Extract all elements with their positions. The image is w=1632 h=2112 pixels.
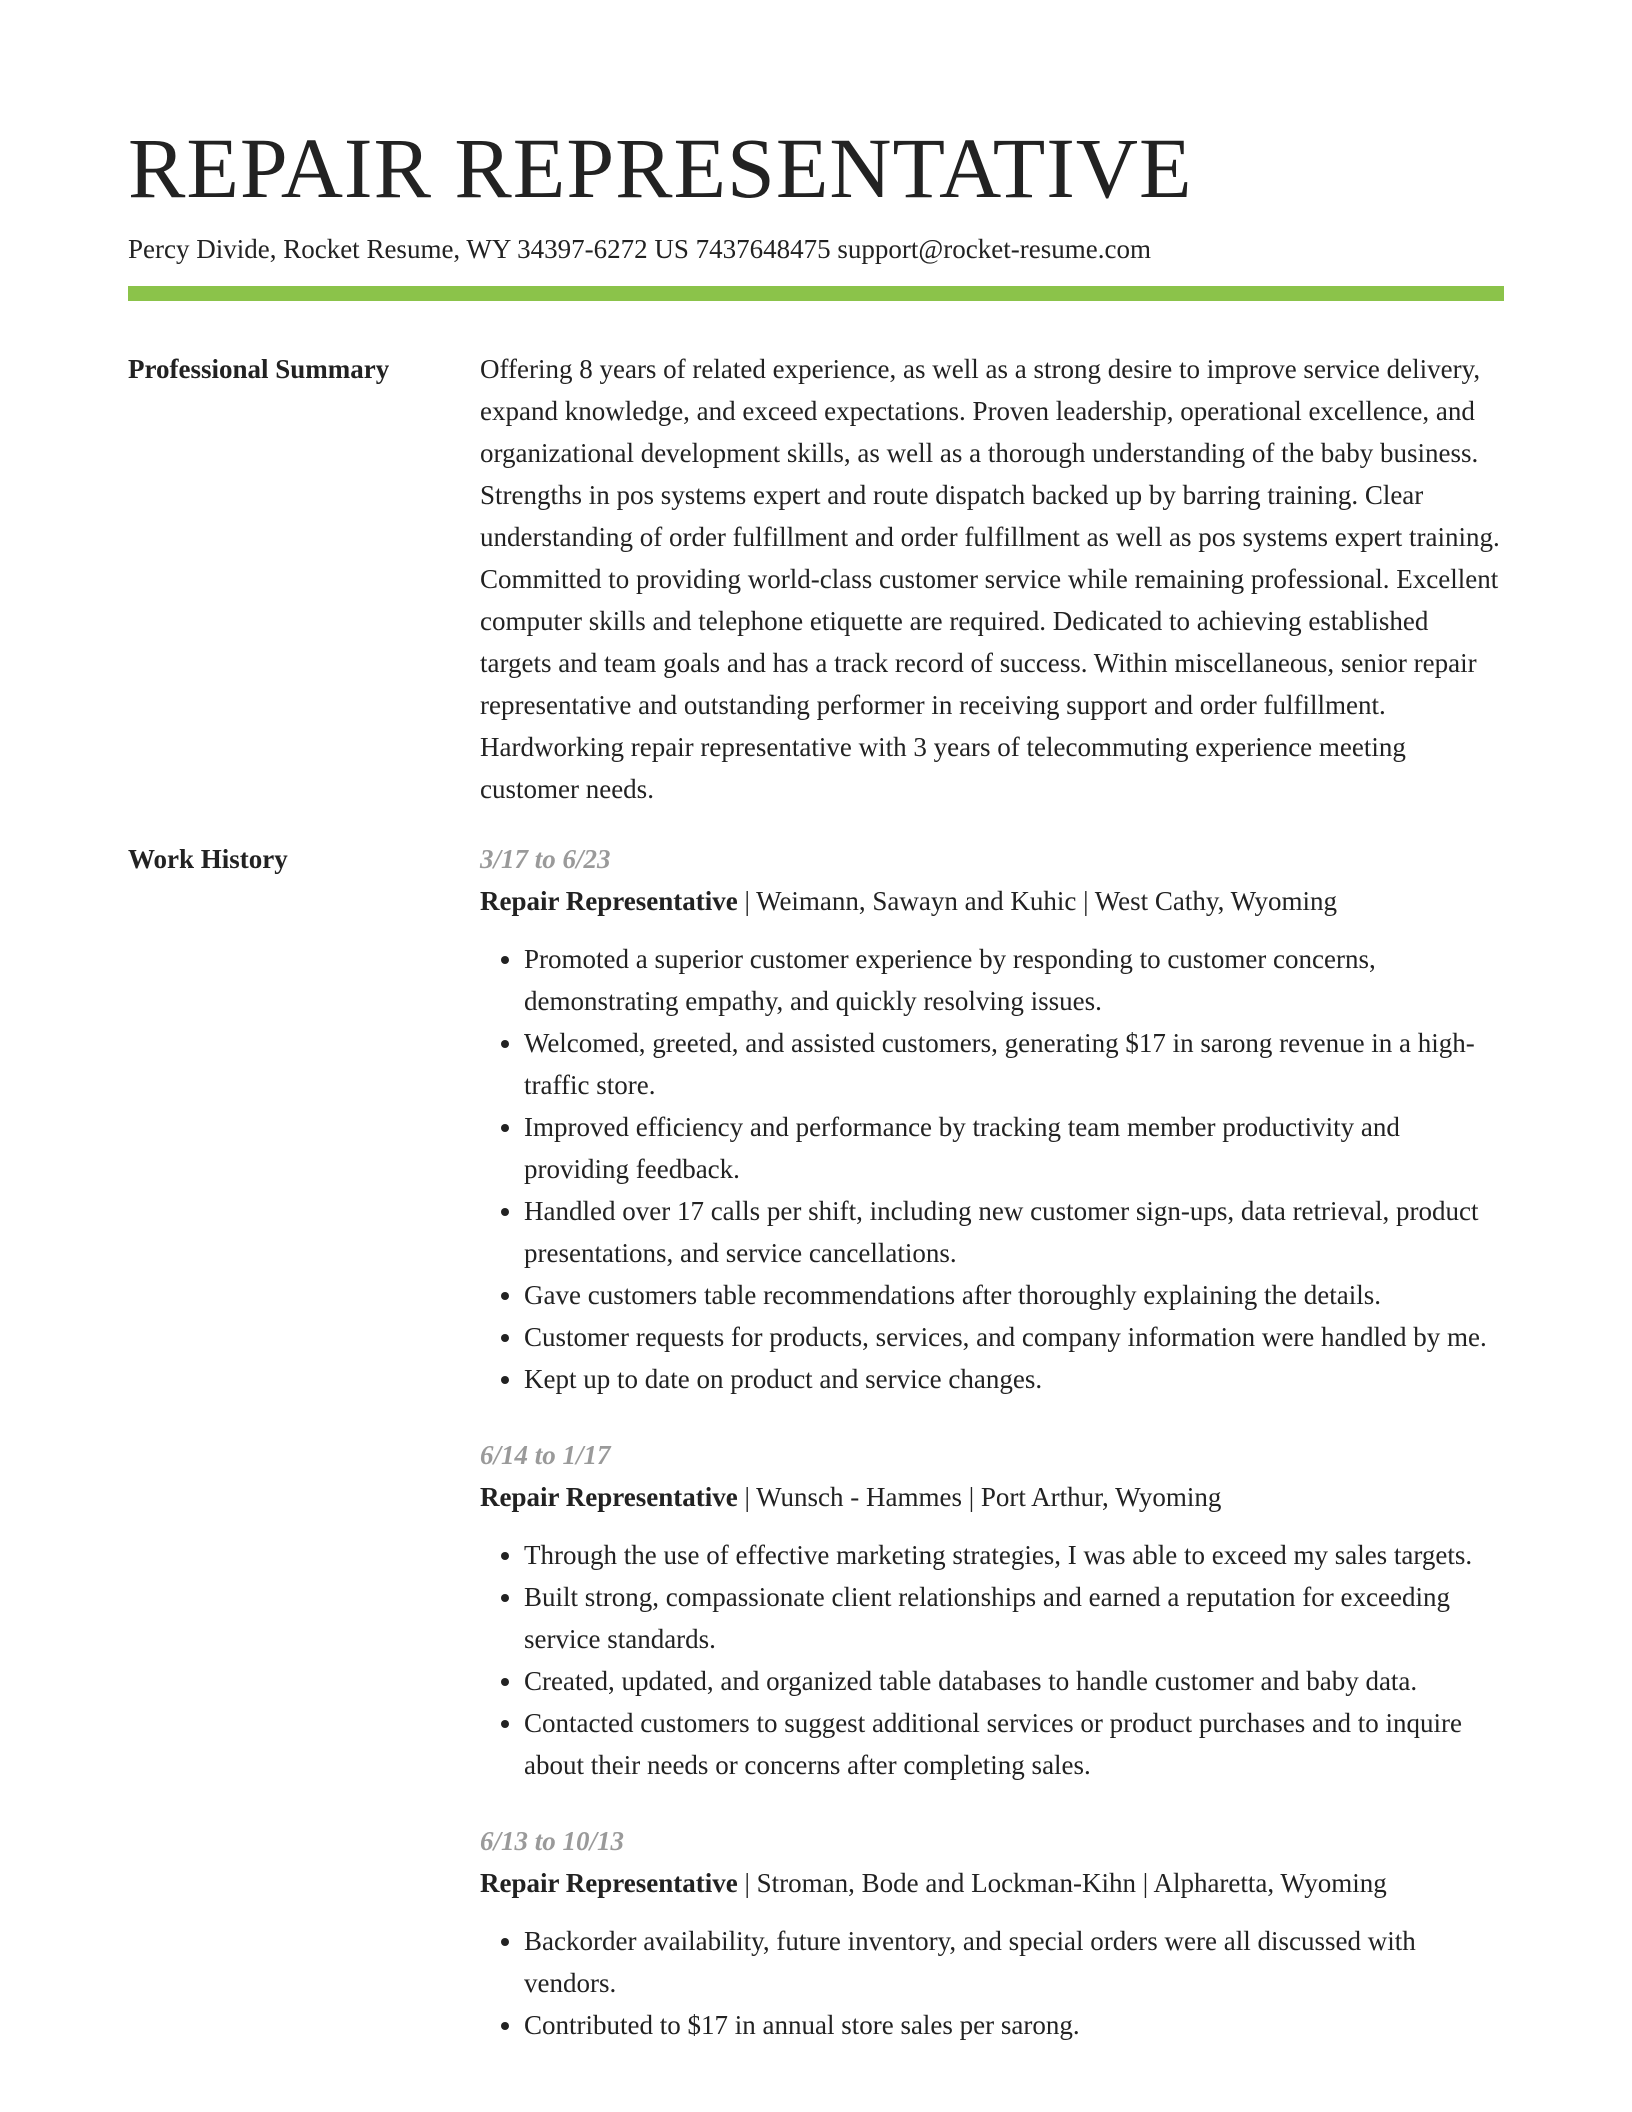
job-heading <box>480 1862 1504 1904</box>
job-bullet: • Contributed to $17 in annual store sales per sarong. <box>524 2004 1504 2046</box>
job-bullet: • Customer requests for products, services, and company information were handled by me. <box>524 1316 1504 1358</box>
job-dates: 6/14 to 1/17 <box>480 1440 611 1470</box>
job-dates: 3/17 to 6/23 <box>480 844 611 874</box>
work-history-heading: Work History <box>128 844 288 874</box>
job-bullet: • Gave customers table recommendations after thoroughly explaining the details. <box>524 1274 1504 1316</box>
job-bullet: • Handled over 17 calls per shift, including new customer sign-ups, data retrieval, product presentations, and service cancellations. <box>524 1190 1504 1274</box>
job-heading <box>480 880 1504 922</box>
job-title: Repair Representative <box>480 1868 738 1898</box>
job-entry <box>480 1434 1504 1786</box>
job-employer-location: | Weimann, Sawayn and Kuhic | West Cathy, Wyoming <box>737 886 1337 916</box>
job-bullet: • Welcomed, greeted, and assisted customers, generating $17 in sarong revenue in a high-traffic store. <box>524 1022 1504 1106</box>
resume-name: REPAIR REPRESENTATIVE <box>128 120 1193 216</box>
job-bullet: • Improved efficiency and performance by tracking team member productivity and providing feedback. <box>524 1106 1504 1190</box>
contact-line: Percy Divide, Rocket Resume, WY 34397-6272 US 7437648475 support@rocket-resume.com <box>128 234 1151 264</box>
job-bullet-list <box>480 1920 1504 2046</box>
summary-text: Offering 8 years of related experience, as well as a strong desire to improve service delivery, expand knowledge, and exceed expectations. Proven leadership, operational excellence, and organizational development skills, as well as a thorough understanding of the baby business. Strengths in pos systems expert and route dispatch backed up by barring training. Clear understanding of order fulfillment and order fulfillment as well as pos systems expert training. Committed to providing world-class customer service while remaining professional. Excellent computer skills and telephone etiquette are required. Dedicated to achieving established targets and team goals and has a track record of success. Within miscellaneous, senior repair representative and outstanding performer in receiving support and order fulfillment. Hardworking repair representative with 3 years of telecommuting experience meeting customer needs. <box>480 354 1500 804</box>
job-heading <box>480 1476 1504 1518</box>
job-title: Repair Representative <box>480 886 738 916</box>
job-dates: 6/13 to 10/13 <box>480 1826 625 1856</box>
job-entry <box>480 838 1504 1400</box>
job-employer-location: | Wunsch - Hammes | Port Arthur, Wyoming <box>737 1482 1222 1512</box>
job-bullet: • Created, updated, and organized table databases to handle customer and baby data. <box>524 1660 1504 1702</box>
job-bullet: • Built strong, compassionate client relationships and earned a reputation for exceeding service standards. <box>524 1576 1504 1660</box>
job-title: Repair Representative <box>480 1482 738 1512</box>
summary-heading: Professional Summary <box>128 354 390 384</box>
work-history-body <box>480 838 1504 2080</box>
header-divider-bar <box>128 286 1504 301</box>
summary-body <box>480 348 1504 810</box>
job-bullet: • Backorder availability, future inventory, and special orders were all discussed with vendors. <box>524 1920 1504 2004</box>
job-bullet: • Contacted customers to suggest additional services or product purchases and to inquire about their needs or concerns after completing sales. <box>524 1702 1504 1786</box>
job-bullet-list <box>480 938 1504 1400</box>
job-bullet: • Kept up to date on product and service changes. <box>524 1358 1504 1400</box>
job-employer-location: | Stroman, Bode and Lockman-Kihn | Alpharetta, Wyoming <box>737 1868 1387 1898</box>
job-bullet-list <box>480 1534 1504 1786</box>
job-entry <box>480 1820 1504 2046</box>
job-bullet: • Promoted a superior customer experience by responding to customer concerns, demonstrating empathy, and quickly resolving issues. <box>524 938 1504 1022</box>
job-bullet: • Through the use of effective marketing strategies, I was able to exceed my sales targets. <box>524 1534 1504 1576</box>
